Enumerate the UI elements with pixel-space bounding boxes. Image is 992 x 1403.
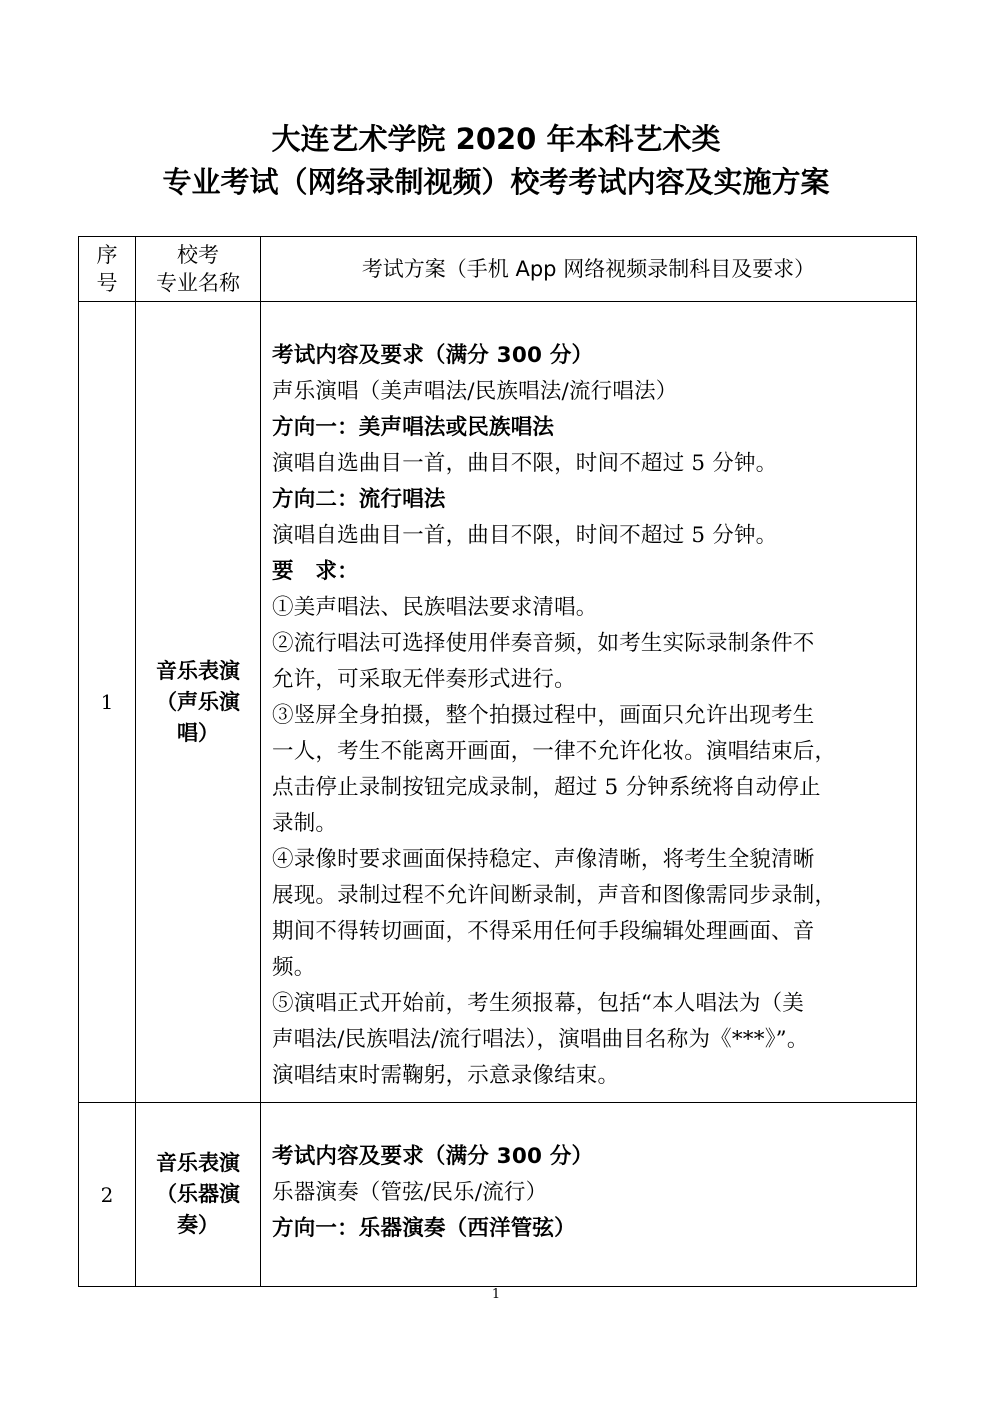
row-seq: 1 — [79, 302, 136, 1103]
header-seq — [79, 237, 136, 302]
content-line: 频。 — [272, 955, 316, 980]
major-line: （声乐演 — [156, 689, 240, 714]
content-line: 允许，可采取无伴奏形式进行。 — [272, 667, 576, 692]
section-heading: 方向二：流行唱法 — [272, 487, 446, 512]
content-line: 一人，考生不能离开画面，一律不允许化妆。演唱结束后， — [272, 739, 837, 764]
content-line: 演唱自选曲目一首，曲目不限，时间不超过 5 分钟。 — [272, 451, 778, 476]
section-heading: 考试内容及要求（满分 300 分） — [272, 343, 594, 368]
header-plan: 考试方案（手机 App 网络视频录制科目及要求） — [261, 237, 917, 302]
table-row — [79, 302, 917, 1103]
table-row — [79, 1103, 917, 1287]
major-line: 奏） — [177, 1213, 219, 1237]
content-line: 演唱结束时需鞠躬，示意录像结束。 — [272, 1063, 620, 1088]
content-line: 声唱法/民族唱法/流行唱法），演唱曲目名称为《***》”。 — [272, 1027, 809, 1052]
section-heading: 考试内容及要求（满分 300 分） — [272, 1144, 594, 1169]
content-line: ③竖屏全身拍摄，整个拍摄过程中，画面只允许出现考生 — [272, 703, 815, 728]
content-line: 点击停止录制按钮完成录制，超过 5 分钟系统将自动停止 — [272, 775, 821, 800]
row-plan-content — [261, 302, 917, 1103]
section-heading: 方向一：乐器演奏（西洋管弦） — [272, 1216, 576, 1241]
document-title-line-1: 大连艺术学院 2020 年本科艺术类 — [271, 122, 721, 156]
header-major-line: 校考 — [177, 243, 219, 267]
content-line: 声乐演唱（美声唱法/民族唱法/流行唱法） — [272, 379, 678, 404]
row-seq: 2 — [79, 1103, 136, 1287]
major-line: 唱） — [177, 720, 219, 745]
header-major-line: 专业名称 — [156, 271, 240, 295]
header-seq-line: 号 — [96, 271, 118, 295]
row-major — [136, 302, 261, 1103]
content-line: ②流行唱法可选择使用伴奏音频，如考生实际录制条件不 — [272, 631, 815, 656]
table-header-row — [79, 237, 917, 302]
document-title-line-2: 专业考试（网络录制视频）校考考试内容及实施方案 — [162, 165, 830, 199]
major-line: 音乐表演 — [156, 1151, 240, 1175]
content-line: 期间不得转切画面，不得采用任何手段编辑处理画面、音 — [272, 919, 815, 944]
content-line: ①美声唱法、民族唱法要求清唱。 — [272, 595, 598, 620]
section-heading: 要 求： — [272, 559, 359, 584]
content-line: ⑤演唱正式开始前，考生须报幕，包括“本人唱法为（美 — [272, 991, 804, 1016]
content-line: 展现。录制过程不允许间断录制，声音和图像需同步录制， — [272, 883, 837, 908]
content-line: 录制。 — [272, 811, 338, 836]
section-heading: 方向一：美声唱法或民族唱法 — [272, 415, 555, 440]
page-number: 1 — [491, 1287, 501, 1302]
row-major — [136, 1103, 261, 1287]
header-major — [136, 237, 261, 302]
content-line: 乐器演奏（管弦/民乐/流行） — [272, 1180, 548, 1205]
major-line: （乐器演 — [156, 1182, 240, 1206]
header-seq-line: 序 — [96, 243, 118, 267]
major-line: 音乐表演 — [156, 658, 240, 683]
row-plan-content — [261, 1103, 917, 1287]
exam-plan-table — [78, 236, 917, 1287]
content-line: ④录像时要求画面保持稳定、声像清晰，将考生全貌清晰 — [272, 847, 815, 872]
content-line: 演唱自选曲目一首，曲目不限，时间不超过 5 分钟。 — [272, 523, 778, 548]
